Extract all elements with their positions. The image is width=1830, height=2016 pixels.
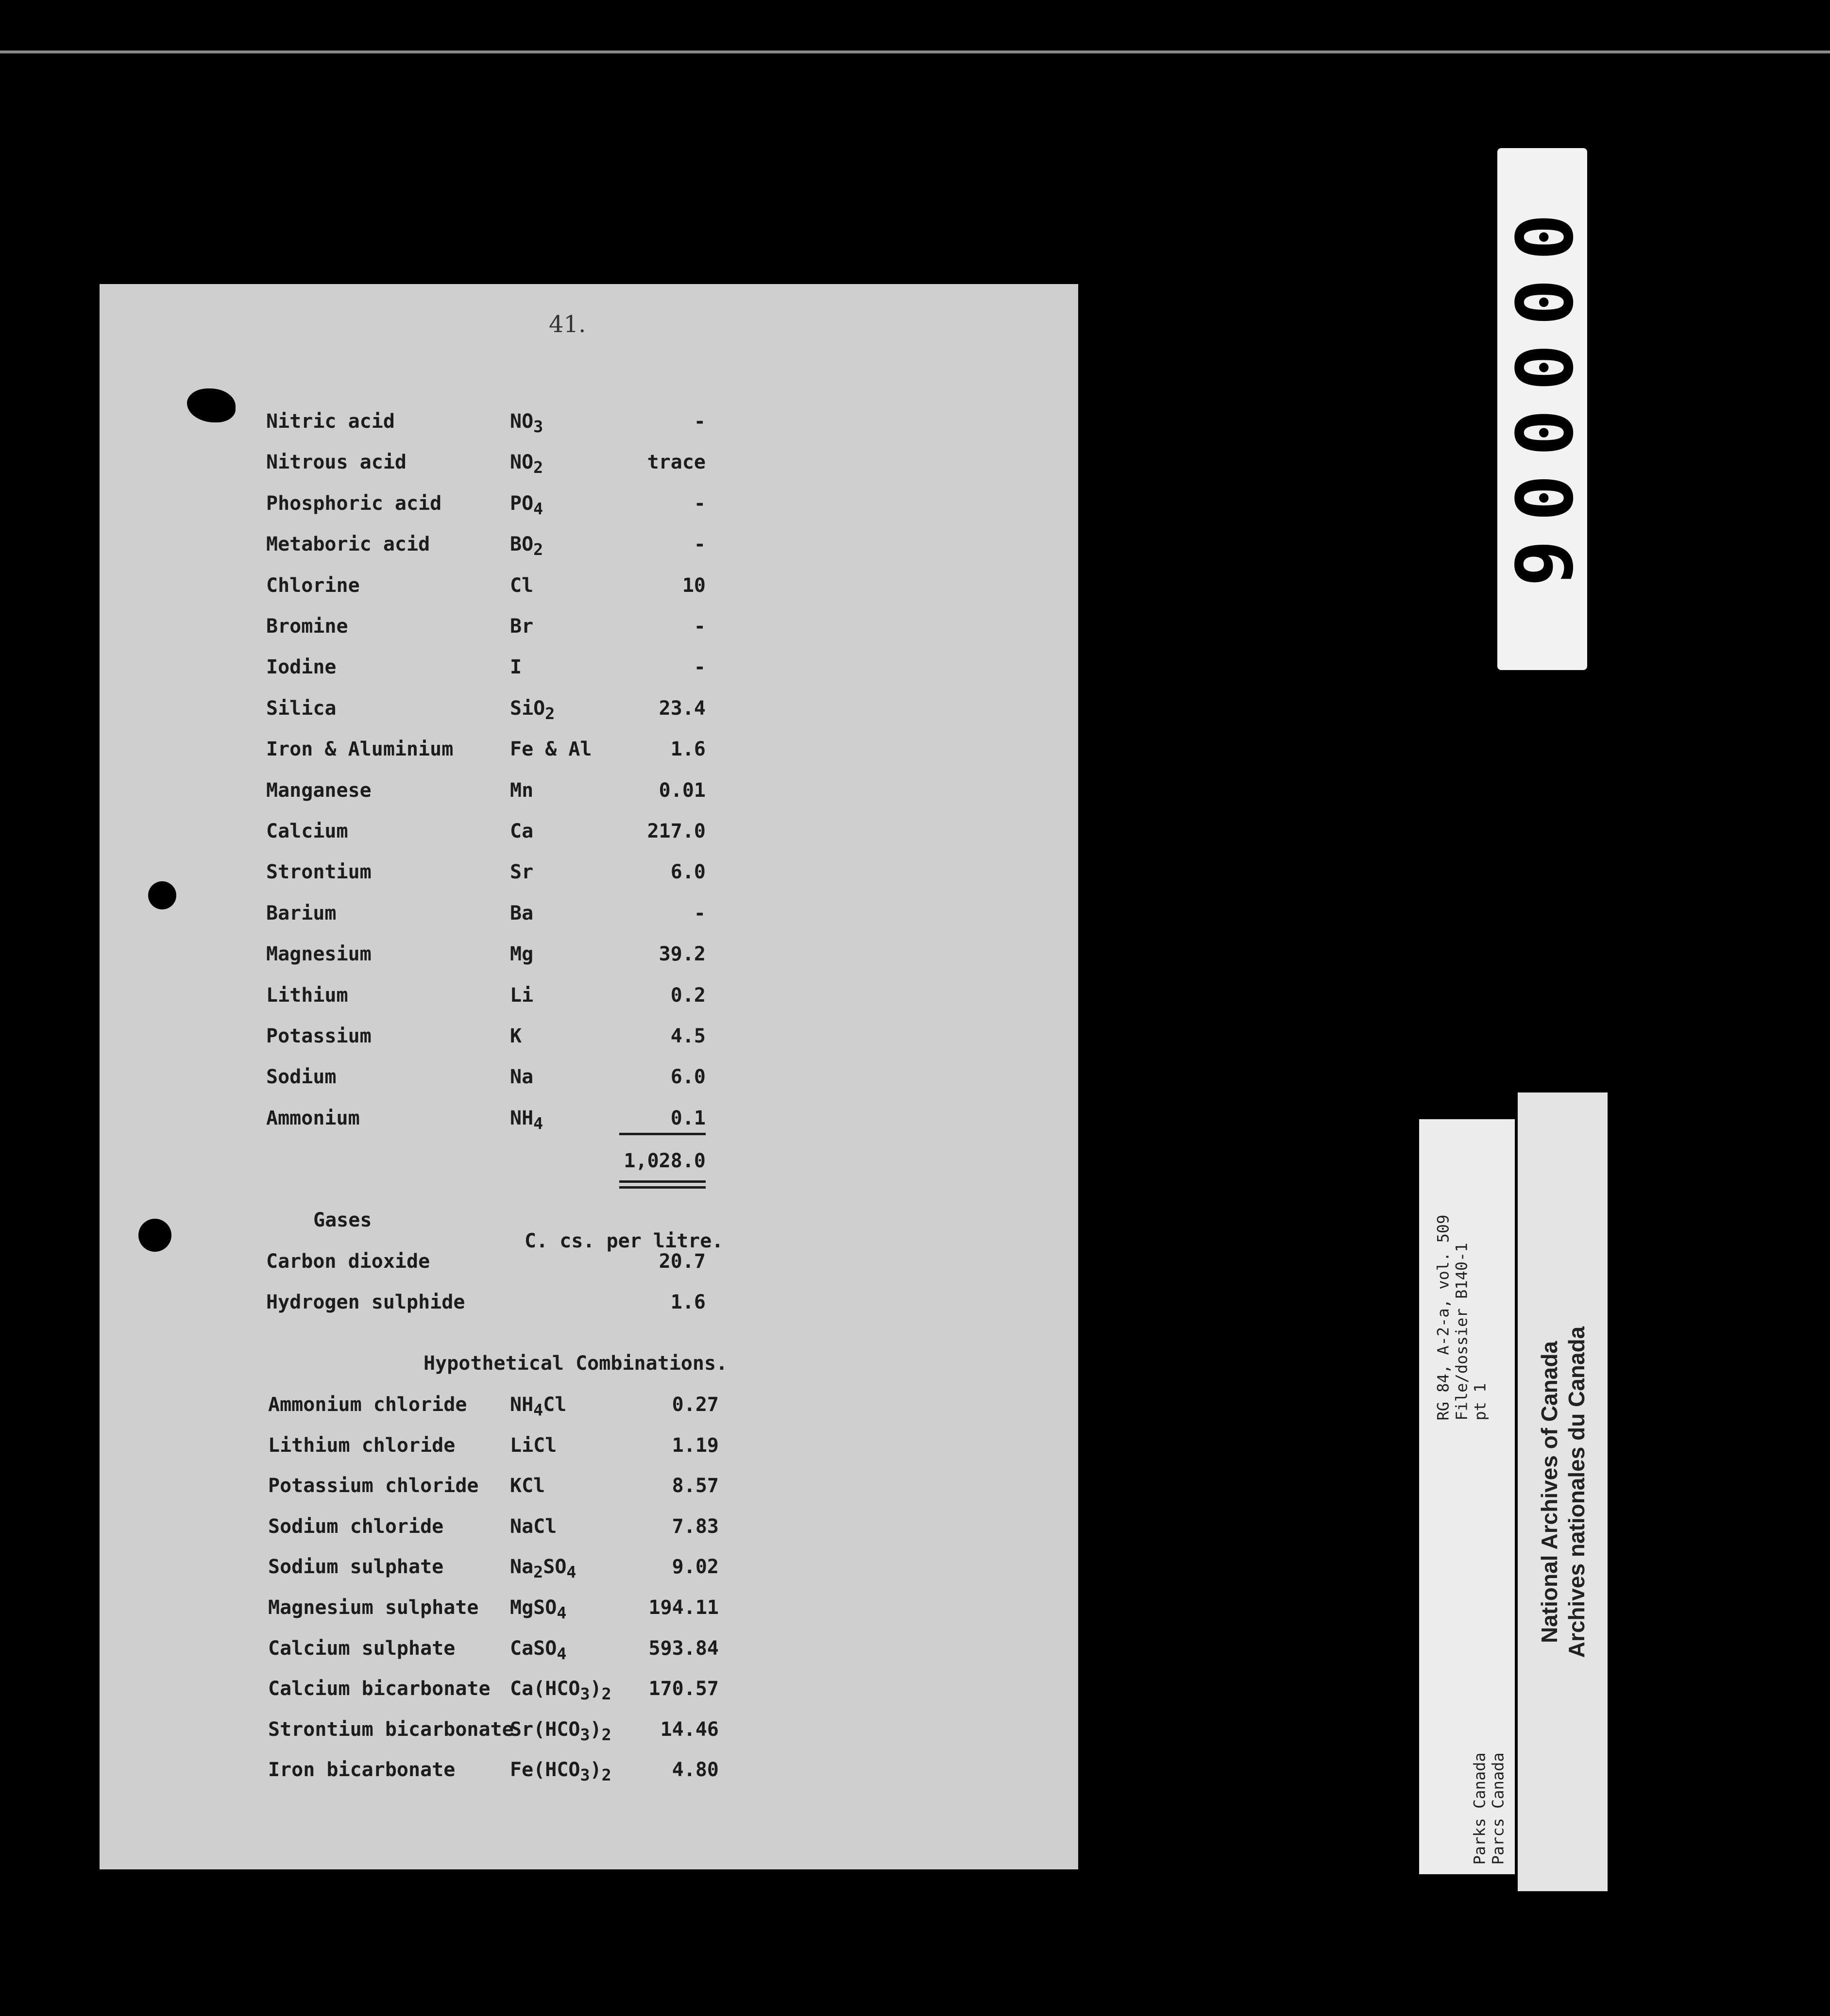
gases-heading: Gases [313,1209,372,1231]
element-row [0,574,971,613]
element-symbol: $NH_4$ [510,1107,543,1133]
element-symbol: SiO$_2$ [510,697,555,723]
element-name: Nitric acid [266,410,395,433]
combination-name: Strontium bicarbonate [268,1718,514,1741]
archive-reference-line: pt 1 [1471,1382,1489,1420]
element-row [0,615,971,654]
binder-hole [138,1219,171,1252]
element-value: 1.6 [670,738,706,761]
gas-name: Hydrogen sulphide [266,1291,465,1313]
combination-formula: $Sr(HCO_3)_2$ [510,1718,611,1744]
total-double-rule [619,1186,706,1189]
archive-institution-label [1518,1092,1608,1891]
element-symbol: Ba [510,902,534,924]
element-value: - [694,615,706,638]
element-row [0,861,971,900]
element-name: Bromine [266,615,348,638]
element-value: - [694,492,706,515]
element-row [0,1107,971,1146]
element-value: 10 [682,574,706,597]
combination-value: 8.57 [672,1475,719,1497]
combination-name: Ammonium chloride [268,1394,467,1416]
combination-formula: $Fe(HCO_3)_2$ [510,1759,611,1785]
archive-reference-label [1419,1119,1515,1874]
combination-value: 194.11 [648,1596,719,1619]
combination-name: Lithium chloride [268,1434,456,1457]
combination-value: 4.80 [672,1759,719,1781]
element-row [0,451,971,490]
element-name: Magnesium [266,943,372,966]
element-name: Strontium [266,861,372,884]
combination-name: Magnesium sulphate [268,1596,479,1619]
combination-formula: $Ca(HCO_3)_2$ [510,1678,611,1704]
element-name: Potassium [266,1025,372,1047]
gases-unit: C. cs. per litre. [525,1230,724,1252]
combination-name: Iron bicarbonate [268,1759,456,1781]
gas-name: Carbon dioxide [266,1250,430,1273]
combination-formula: $NH_4Cl$ [510,1394,567,1419]
element-value: trace [647,451,706,474]
element-value: - [694,656,706,679]
element-name: Sodium [266,1066,337,1089]
element-row [0,779,971,818]
element-row [0,984,971,1023]
total-double-rule [619,1180,706,1183]
element-row [0,1066,971,1105]
element-symbol: $NO_2$ [510,451,543,477]
element-name: Iron & Aluminium [266,738,454,761]
combination-value: 0.27 [672,1394,719,1416]
institution-name-en: National Archives of Canada [1536,1341,1562,1643]
element-row [0,410,971,449]
combination-value: 14.46 [660,1718,719,1741]
element-symbol: Na [510,1066,534,1089]
element-symbol: Br [510,615,534,638]
element-name: Chlorine [266,574,360,597]
element-name: Nitrous acid [266,451,407,474]
element-name: Ammonium [266,1107,360,1129]
element-row [0,1025,971,1064]
element-symbol: Mg [510,943,534,966]
combination-name: Potassium chloride [268,1475,479,1497]
element-name: Barium [266,902,337,924]
element-row [0,533,971,572]
combination-formula: CaSO$_4$ [510,1637,567,1663]
element-symbol: Fe & Al [510,738,592,761]
gas-value: 20.7 [659,1250,706,1273]
element-value: 23.4 [659,697,706,720]
total-value: 1,028.0 [624,1150,706,1172]
element-value: 6.0 [670,1066,706,1089]
combination-name: Sodium sulphate [268,1556,444,1579]
page-number: 41. [549,311,586,338]
combination-formula: KCl [510,1475,545,1497]
element-name: Metaboric acid [266,533,430,556]
element-name: Iodine [266,656,337,679]
combination-name: Sodium chloride [268,1515,444,1538]
element-symbol: Ca [510,820,534,842]
combination-value: 1.19 [672,1434,719,1457]
element-symbol: Cl [510,574,534,597]
element-row [0,492,971,531]
frame-number-stamp [1497,148,1587,670]
element-name: Manganese [266,779,372,802]
frame-number: 000006 [1497,213,1588,605]
combinations-heading: Hypothetical Combinations. [424,1352,728,1375]
combination-value: 9.02 [672,1556,719,1579]
element-row [0,738,971,777]
total-rule [619,1133,706,1135]
archive-reference-line: File/dossier B140-1 [1452,1242,1471,1420]
element-symbol: $NO_3$ [510,410,543,436]
element-symbol: I [510,656,522,679]
combination-formula: MgSO$_4$ [510,1596,567,1622]
element-symbol: Li [510,984,534,1007]
combination-value: 593.84 [648,1637,719,1660]
element-value: 39.2 [659,943,706,966]
element-symbol: Mn [510,779,534,802]
combination-value: 170.57 [648,1678,719,1700]
element-value: - [694,902,706,924]
combination-value: 7.83 [672,1515,719,1538]
element-symbol: $PO_4$ [510,492,543,518]
element-symbol: Sr [510,861,534,884]
scan-edge-rule [0,50,1830,53]
agency-name-en: Parks Canada [1470,1752,1489,1865]
combination-name: Calcium bicarbonate [268,1678,491,1700]
institution-name-fr: Archives nationales du Canada [1563,1326,1589,1658]
element-row [0,656,971,695]
element-row [0,820,971,859]
gas-value: 1.6 [670,1291,706,1313]
combination-formula: NaCl [510,1515,557,1538]
element-value: 4.5 [670,1025,706,1047]
element-value: 0.01 [659,779,706,802]
element-value: 0.1 [670,1107,706,1129]
combination-formula: LiCl [510,1434,557,1457]
combination-name: Calcium sulphate [268,1637,456,1660]
element-name: Silica [266,697,337,720]
element-value: 6.0 [670,861,706,884]
element-name: Phosphoric acid [266,492,442,515]
element-symbol: K [510,1025,522,1047]
element-value: - [694,533,706,556]
element-value: - [694,410,706,433]
combination-formula: $Na_2SO_4$ [510,1556,576,1582]
archive-reference-line: RG 84, A-2-a, vol. 509 [1434,1214,1452,1420]
element-symbol: $BO_2$ [510,533,543,559]
element-row [0,902,971,941]
element-name: Calcium [266,820,348,842]
element-value: 217.0 [647,820,706,842]
element-value: 0.2 [670,984,706,1007]
agency-name-fr: Parcs Canada [1489,1752,1507,1865]
element-name: Lithium [266,984,348,1007]
element-row [0,943,971,982]
element-row [0,697,971,736]
